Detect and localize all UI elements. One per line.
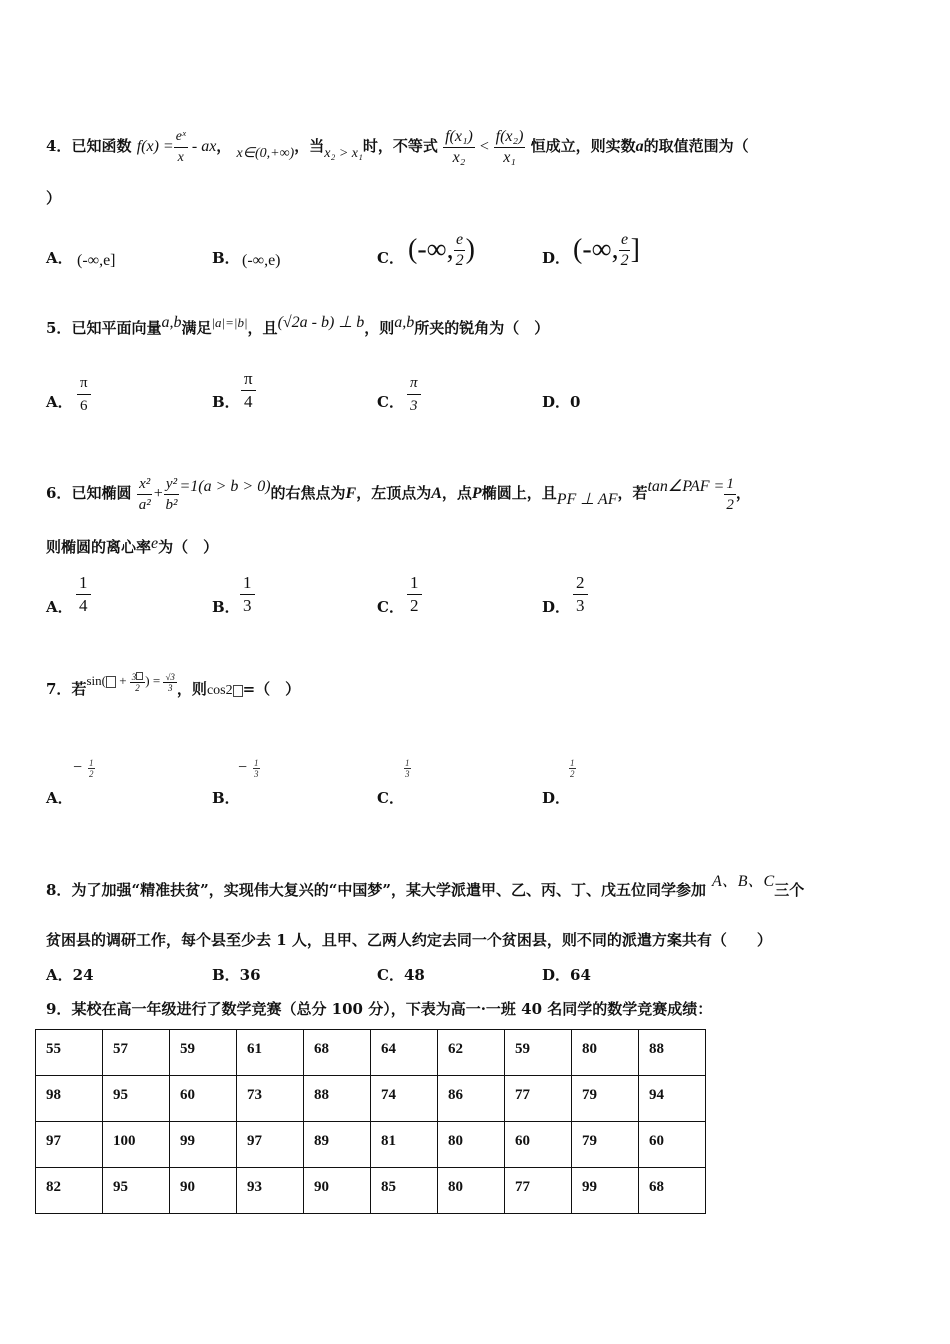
option-b-value: 1 3 — [240, 572, 255, 617]
table-cell: 59 — [505, 1030, 572, 1076]
option-b[interactable]: B． — [212, 249, 240, 267]
question-6-line2: 则椭圆的离心率e为（ ） — [46, 535, 219, 556]
inequality-expression: $\frac{\text{f(x₁)}}{\text{x₂}}$ < $\frac{\text{f(x₂)}}{\text{x₁}}$ — [445, 128, 524, 166]
table-cell: 99 — [572, 1168, 639, 1214]
option-c[interactable]: C．48 — [377, 966, 425, 984]
table-cell: 77 — [505, 1076, 572, 1122]
table-cell: 79 — [572, 1076, 639, 1122]
table-cell: 61 — [237, 1030, 304, 1076]
question-4-close-paren: ） — [46, 189, 62, 207]
question-8: 8．为了加强“精准扶贫”，实现伟大复兴的“中国梦”，某大学派遣甲、乙、丙、丁、戊五位同学参加 A、B、C三个 — [46, 873, 805, 899]
variable-a: a — [635, 138, 644, 156]
table-cell: 64 — [371, 1030, 438, 1076]
table-cell: 74 — [371, 1076, 438, 1122]
table-cell: 86 — [438, 1076, 505, 1122]
table-cell: 68 — [639, 1168, 706, 1214]
option-d[interactable]: D．0 — [542, 393, 581, 411]
question-number: 4． — [46, 137, 72, 156]
question-number: 9． — [46, 1000, 72, 1018]
table-cell: 90 — [304, 1168, 371, 1214]
table-cell: 93 — [237, 1168, 304, 1214]
option-c[interactable]: C． — [377, 789, 404, 807]
option-d[interactable]: D． — [542, 598, 571, 616]
option-b[interactable]: B． — [212, 393, 240, 411]
option-b-sign: − — [238, 759, 248, 776]
scores-table — [35, 1029, 706, 1214]
option-c[interactable]: C． — [377, 598, 404, 616]
option-d-value: 2 3 — [573, 572, 588, 617]
option-a-value: π 6 — [77, 372, 91, 417]
table-cell: 82 — [36, 1168, 103, 1214]
table-cell: 90 — [170, 1168, 237, 1214]
table-cell: 79 — [572, 1122, 639, 1168]
question-6: 6．已知椭圆 $\frac{\text{x²}}{\text{a²}}$ + $\frac{\text{y²}}{\text{b²}}$ =1(a > b > 0)的右焦点为F，左顶点为A，点P椭圆上，且PF ⊥ AF，若tan∠PAF = $\frac{1}{2}$ ， — [46, 476, 751, 513]
table-cell: 99 — [170, 1122, 237, 1168]
option-a[interactable]: A． — [46, 393, 73, 411]
table-cell: 95 — [103, 1168, 170, 1214]
option-c-value: 1 3 — [405, 758, 410, 779]
table-cell: 57 — [103, 1030, 170, 1076]
option-d[interactable]: D． — [542, 789, 571, 807]
table-cell: 80 — [438, 1122, 505, 1168]
option-b-value: 1 3 — [254, 758, 259, 779]
table-cell: 59 — [170, 1030, 237, 1076]
table-row — [36, 1030, 706, 1076]
table-cell: 62 — [438, 1030, 505, 1076]
question-number: 7． — [46, 680, 72, 698]
table-cell: 94 — [639, 1076, 706, 1122]
table-cell: 88 — [304, 1076, 371, 1122]
table-cell: 60 — [170, 1076, 237, 1122]
option-c[interactable]: C． — [377, 249, 404, 267]
option-c-value: (-∞, $\frac{e}{2}$ ) — [408, 230, 475, 269]
option-c-value: π 3 — [407, 372, 421, 417]
table-row — [36, 1122, 706, 1168]
question-8-line2: 贫困县的调研工作，每个县至少去 1 人，且甲、乙两人约定去同一个贫困县，则不同的派遣方案共有（ ） — [46, 931, 772, 949]
ellipse-equation: $\frac{\text{x²}}{\text{a²}}$ + $\frac{\text{y²}}{\text{b²}}$ =1(a > b > 0) — [138, 476, 271, 513]
table-cell: 80 — [438, 1168, 505, 1214]
table-cell: 60 — [505, 1122, 572, 1168]
table-cell: 81 — [371, 1122, 438, 1168]
function-expression: f(x) = $\frac{\text{eˣ}}{x}$ - ax — [136, 129, 217, 165]
table-cell: 77 — [505, 1168, 572, 1214]
domain-expression: x∈(0,+∞) — [236, 146, 295, 162]
option-a[interactable]: A．24 — [46, 966, 94, 984]
option-a[interactable]: A． — [46, 789, 73, 807]
question-text: 已知函数 — [71, 137, 132, 156]
option-d[interactable]: D． — [542, 249, 571, 267]
table-cell: 60 — [639, 1122, 706, 1168]
question-5: 5．已知平面向量a,b满足|a|=|b|，且(√2a - b) ⊥ b，则a,b所夹的锐角为（ ） — [46, 314, 550, 337]
table-cell: 89 — [304, 1122, 371, 1168]
option-a[interactable]: A． — [46, 249, 73, 267]
option-a-value: (-∞,e] — [77, 252, 116, 269]
table-cell: 85 — [371, 1168, 438, 1214]
table-cell: 97 — [237, 1122, 304, 1168]
table-cell: 100 — [103, 1122, 170, 1168]
option-c-value: 1 2 — [407, 572, 422, 617]
option-b[interactable]: B．36 — [212, 966, 261, 984]
table-cell: 88 — [639, 1030, 706, 1076]
option-d-value: 1 2 — [570, 758, 575, 779]
option-d[interactable]: D．64 — [542, 966, 591, 984]
table-cell: 80 — [572, 1030, 639, 1076]
table-cell: 95 — [103, 1076, 170, 1122]
table-cell: 73 — [237, 1076, 304, 1122]
question-number: 5． — [46, 319, 72, 337]
question-4: 4．已知函数 f(x) = $\frac{\text{eˣ}}{x}$ - ax， x∈(0,+∞)，当x₂ > x₁时，不等式 $\frac{\text{f(x₁)}}{\text{x₂}}$ < $\frac{\text{f(x₂)}}{\text{x₁}}$ 恒成立，则实数a的取值范围为（ — [46, 128, 749, 166]
option-a-sign: − — [73, 759, 83, 776]
sine-expression: sin( + $\frac{3}{2}$ ) = $\frac{√3}{3}$ — [86, 671, 175, 693]
option-a-value: 1 2 — [89, 758, 94, 779]
table-cell: 55 — [36, 1030, 103, 1076]
table-cell: 68 — [304, 1030, 371, 1076]
option-a-value: 1 4 — [76, 572, 91, 617]
question-9: 9．某校在高一年级进行了数学竞赛（总分 100 分），下表为高一·一班 40 名同学的数学竞赛成绩： — [46, 1000, 713, 1018]
option-a[interactable]: A． — [46, 598, 73, 616]
option-d-value: (-∞, $\frac{e}{2}$ ] — [573, 230, 640, 269]
option-c[interactable]: C． — [377, 393, 404, 411]
option-b-value: (-∞,e) — [242, 252, 281, 269]
table-row — [36, 1076, 706, 1122]
condition-expression: x₂ > x₁ — [324, 146, 363, 162]
table-cell: 97 — [36, 1122, 103, 1168]
table-row — [36, 1168, 706, 1214]
question-number: 8． — [46, 881, 72, 899]
question-number: 6． — [46, 484, 72, 503]
option-b-value: π 4 — [241, 368, 256, 413]
option-b[interactable]: B． — [212, 789, 240, 807]
question-7: 7．若sin( + $\frac{3}{2}$ ) = $\frac{√3}{3}$ ，则cos2 =（ ） — [46, 671, 301, 698]
table-cell: 98 — [36, 1076, 103, 1122]
option-b[interactable]: B． — [212, 598, 240, 616]
